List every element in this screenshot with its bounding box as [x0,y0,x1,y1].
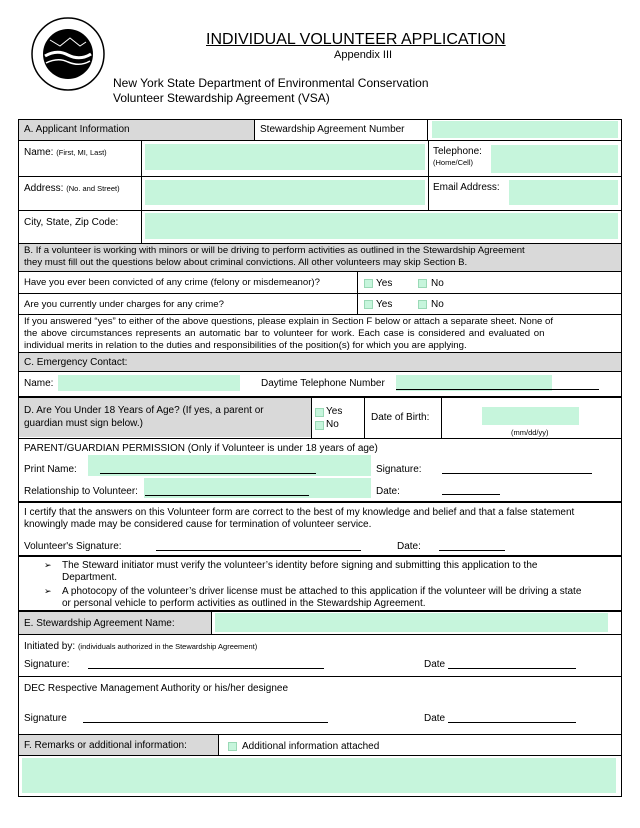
form-left-border [18,119,19,797]
note1-line1: The Steward initiator must verify the volunteer’s identity before signing and submitting this application to the [62,560,538,571]
agreement-name: Volunteer Stewardship Agreement (VSA) [113,91,330,105]
q2-no-label: No [431,299,444,310]
address-field[interactable] [145,180,425,205]
department-name: New York State Department of Environmental Conservation [113,76,429,90]
rule [18,140,622,141]
volunteer-date-label: Date: [397,541,421,552]
rule [18,176,622,177]
rule [141,140,142,176]
dob-field[interactable] [482,407,579,425]
volunteer-signature-label: Volunteer's Signature: [24,541,122,552]
rule [218,735,219,755]
rule [18,755,622,756]
stewardship-agreement-name-field[interactable] [215,613,608,632]
dec-date-label: Date [424,713,446,724]
emergency-phone-label: Daytime Telephone Number [261,378,385,389]
note2-line2: or personal vehicle to perform activities as outlined in the Stewardship Agreement. [62,598,426,609]
guardian-signature-line [442,473,592,474]
under18-yes-checkbox[interactable] [315,408,324,417]
city-state-zip-field[interactable] [145,213,618,239]
guardian-signature-label: Signature: [376,464,422,475]
address-label-text: Address: [24,183,64,194]
q2-yes-checkbox[interactable] [364,300,373,309]
rule [18,501,622,503]
rule [428,140,429,210]
note1-line2: Department. [62,572,118,583]
section-d-heading-line1: D. Are You Under 18 Years of Age? (If yes, a parent or [24,405,264,416]
name-label [24,147,107,159]
q1-no-checkbox[interactable] [418,279,427,288]
dec-signature-line [83,722,328,723]
explain-line3: individual merits in relation to the duties and responsibilities of the position(s) for which you are applying. [24,340,467,351]
dob-label: Date of Birth: [371,412,430,423]
under18-no-checkbox[interactable] [315,421,324,430]
form-right-border [621,119,622,797]
email-field[interactable] [509,180,618,205]
telephone-label: Telephone: [433,146,482,157]
explain-line2: the above circumstances represents an automatic bar to volunteer for work. Each case is considered and evaluated on [24,328,545,339]
q1-yes-checkbox[interactable] [364,279,373,288]
guardian-date-line [442,494,500,495]
q2-no-checkbox[interactable] [418,300,427,309]
volunteer-date-line [439,550,505,551]
emergency-name-label: Name: [24,378,54,389]
rule [441,398,442,438]
rule [18,210,622,211]
initiator-date-label: Date [424,659,446,670]
permission-title: PARENT/GUARDIAN PERMISSION (Only if Volunteer is under 18 years of age) [24,443,378,454]
volunteer-signature-line [156,550,361,551]
appendix-label: Appendix III [334,49,393,61]
initiated-by-hint: (individuals authorized in the Stewardship Agreement) [77,642,258,651]
section-b-heading-line1: B. If a volunteer is working with minors or will be driving to perform activities as outlined in the Stewardship Agreement [24,245,525,256]
relationship-label: Relationship to Volunteer: [24,486,138,497]
dec-signature-label: Signature [24,713,67,724]
form-title: INDIVIDUAL VOLUNTEER APPLICATION [206,31,506,48]
rule [364,398,365,438]
city-label: City, State, Zip Code: [24,217,119,228]
additional-info-label: Additional information attached [242,741,380,752]
rule [18,676,622,677]
certify-line2: knowingly made may be considered cause for termination of volunteer service. [24,519,372,530]
rule [18,293,622,294]
relationship-line [145,495,309,496]
rule [311,398,312,438]
rule [18,796,622,797]
additional-info-checkbox[interactable] [228,742,237,751]
rule [427,120,428,140]
arrow-bullet-icon: ➢ [44,586,52,596]
initiator-signature-line [88,668,324,669]
initiator-signature-label: Signature: [24,659,70,670]
section-e-heading: E. Stewardship Agreement Name: [24,618,175,629]
emergency-phone-line [396,389,599,390]
telephone-field[interactable] [491,145,618,173]
dob-hint: (mm/dd/yy) [511,428,549,437]
section-c-heading: C. Emergency Contact: [24,357,128,368]
question-convicted: Have you ever been convicted of any crime (felony or misdemeanor)? [24,277,320,288]
section-a-heading: A. Applicant Information [24,124,130,135]
stewardship-number-label: Stewardship Agreement Number [260,124,405,135]
emergency-name-field[interactable] [58,375,240,391]
address-hint: (No. and Street) [66,184,120,193]
explain-line1: If you answered “yes” to either of the above questions, please explain in Section F below or attach a separate sheet. None of [24,316,554,327]
rule [254,120,255,140]
section-d-heading-line2: guardian must sign below.) [24,418,143,429]
print-name-label: Print Name: [24,464,77,475]
dec-seal-logo [30,16,106,92]
stewardship-number-field[interactable] [432,121,618,138]
q1-yes-label: Yes [376,278,393,289]
note2-line1: A photocopy of the volunteer’s driver license must be attached to this application if the volunteer will be driving a state [62,586,582,597]
initiated-by-text: Initiated by: [24,641,76,652]
guardian-date-label: Date: [376,486,400,497]
remarks-field[interactable] [22,758,616,793]
arrow-bullet-icon: ➢ [44,560,52,570]
name-field[interactable] [145,144,425,170]
section-f-heading: F. Remarks or additional information: [24,740,187,751]
rule [141,176,142,210]
rule [18,314,622,315]
rule [18,438,622,439]
dec-date-line [448,722,576,723]
name-hint: (First, MI, Last) [56,148,107,157]
telephone-hint: (Home/Cell) [433,158,474,167]
rule [18,371,622,372]
section-b-heading-line2: they must fill out the questions below about criminal convictions. All other volunteers may skip Section B. [24,257,468,268]
rule [18,555,622,557]
question-charges: Are you currently under charges for any crime? [24,299,224,310]
rule [18,271,622,272]
certify-line1: I certify that the answers on this Volunteer form are correct to the best of my knowledge and belief and that a false statement [24,507,575,518]
initiator-date-line [448,668,576,669]
q2-yes-label: Yes [376,299,393,310]
rule [211,612,212,634]
under18-yes-label: Yes [326,406,343,417]
under18-no-label: No [326,419,339,430]
initiated-by-label [24,641,257,653]
rule [141,210,142,243]
address-label [24,183,120,195]
guardian-name-line [100,473,316,474]
email-label: Email Address: [433,182,500,193]
dec-authority-label: DEC Respective Management Authority or his/her designee [24,683,289,694]
name-label-text: Name: [24,147,54,158]
rule [18,634,622,635]
q1-no-label: No [431,278,444,289]
